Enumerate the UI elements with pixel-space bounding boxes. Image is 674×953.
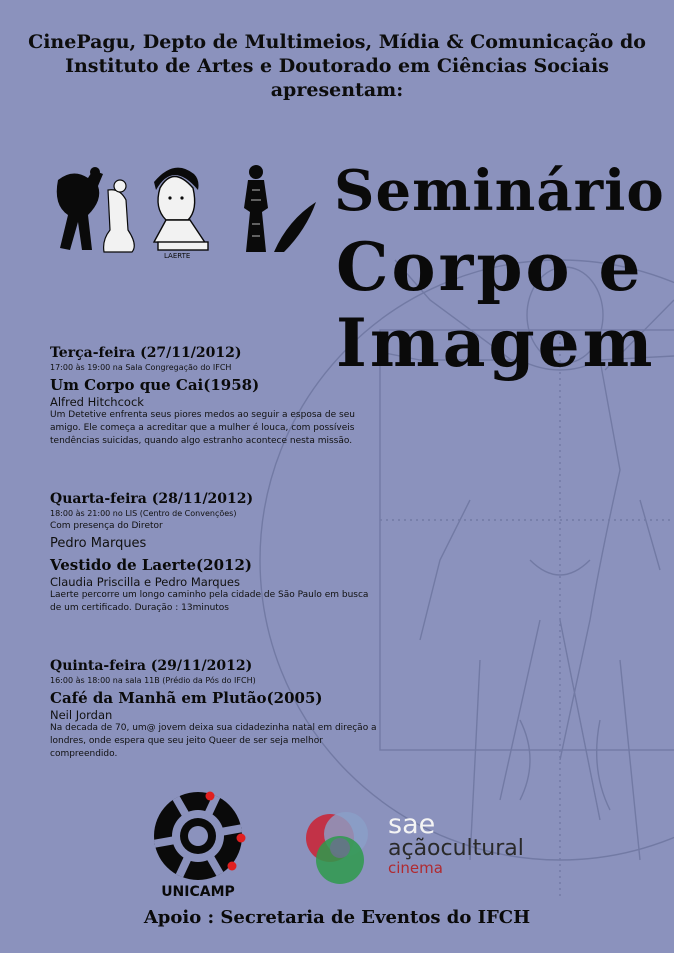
footer-support: Apoio : Secretaria de Eventos do IFCH — [143, 907, 531, 928]
header-line-2: Instituto de Artes e Doutorado em Ciências Sociais — [65, 55, 609, 77]
event-director: Alfred Hitchcock — [50, 395, 144, 409]
header-line-3: apresentam: — [270, 79, 404, 101]
unicamp-label: UNICAMP — [161, 884, 235, 900]
event-film-title: Vestido de Laerte(2012) — [50, 556, 252, 574]
event-time: 16:00 às 18:00 na sala 11B (Prédio da Pós do IFCH) — [50, 676, 256, 685]
cartoon-signature: LAERTE — [164, 252, 191, 260]
seminar-title-line-2: Corpo e — [336, 228, 644, 306]
header-line-1: CinePagu, Depto de Multimeios, Mídia & Comunicação do — [28, 31, 646, 53]
sae-line-3: cinema — [388, 859, 443, 877]
seminar-title-line-3: Imagem — [336, 304, 656, 382]
event-description: Laerte percorre um longo caminho pela cidade de São Paulo em busca de um certificado. Duração : 13minutos — [50, 590, 369, 613]
sae-logo-text — [388, 809, 524, 877]
event-tuesday — [50, 345, 380, 448]
event-day: Quarta-feira (28/11/2012) — [50, 491, 254, 507]
event-thursday — [50, 658, 380, 761]
event-film-title: Café da Manhã em Plutão(2005) — [50, 689, 323, 707]
event-day: Quinta-feira (29/11/2012) — [50, 658, 253, 674]
event-director: Claudia Priscilla e Pedro Marques — [50, 575, 240, 589]
event-note: Com presença do Diretor — [50, 521, 163, 531]
cartoon-illustrations — [48, 160, 318, 260]
sae-line-2: açãocultural — [388, 836, 524, 861]
header — [20, 30, 654, 102]
event-film-title: Um Corpo que Cai(1958) — [50, 376, 260, 394]
event-description: Um Detetive enfrenta seus piores medos ao seguir a esposa de seu amigo. Ele começa a acreditar que a mulher é louca, com possíveis tendências suicidas, quando algo estranho acontece nesta missão. — [50, 410, 355, 446]
event-director: Neil Jordan — [50, 708, 113, 722]
sae-line-1: sae — [388, 809, 436, 840]
event-time: 18:00 às 21:00 no LIS (Centro de Convenções) — [50, 509, 237, 518]
event-guest: Pedro Marques — [50, 536, 147, 551]
event-time: 17:00 às 19:00 na Sala Congregação do IFCH — [50, 363, 232, 372]
event-description: Na decada de 70, um@ jovem deixa sua cidadezinha natal em direção a londres, onde espera que seu jeito Queer de ser seja melhor compreendido. — [50, 723, 377, 759]
sae-logo-circles — [300, 808, 390, 888]
event-day: Terça-feira (27/11/2012) — [50, 345, 242, 361]
event-wednesday — [50, 491, 380, 615]
seminar-title-line-1: Seminário — [334, 158, 665, 224]
